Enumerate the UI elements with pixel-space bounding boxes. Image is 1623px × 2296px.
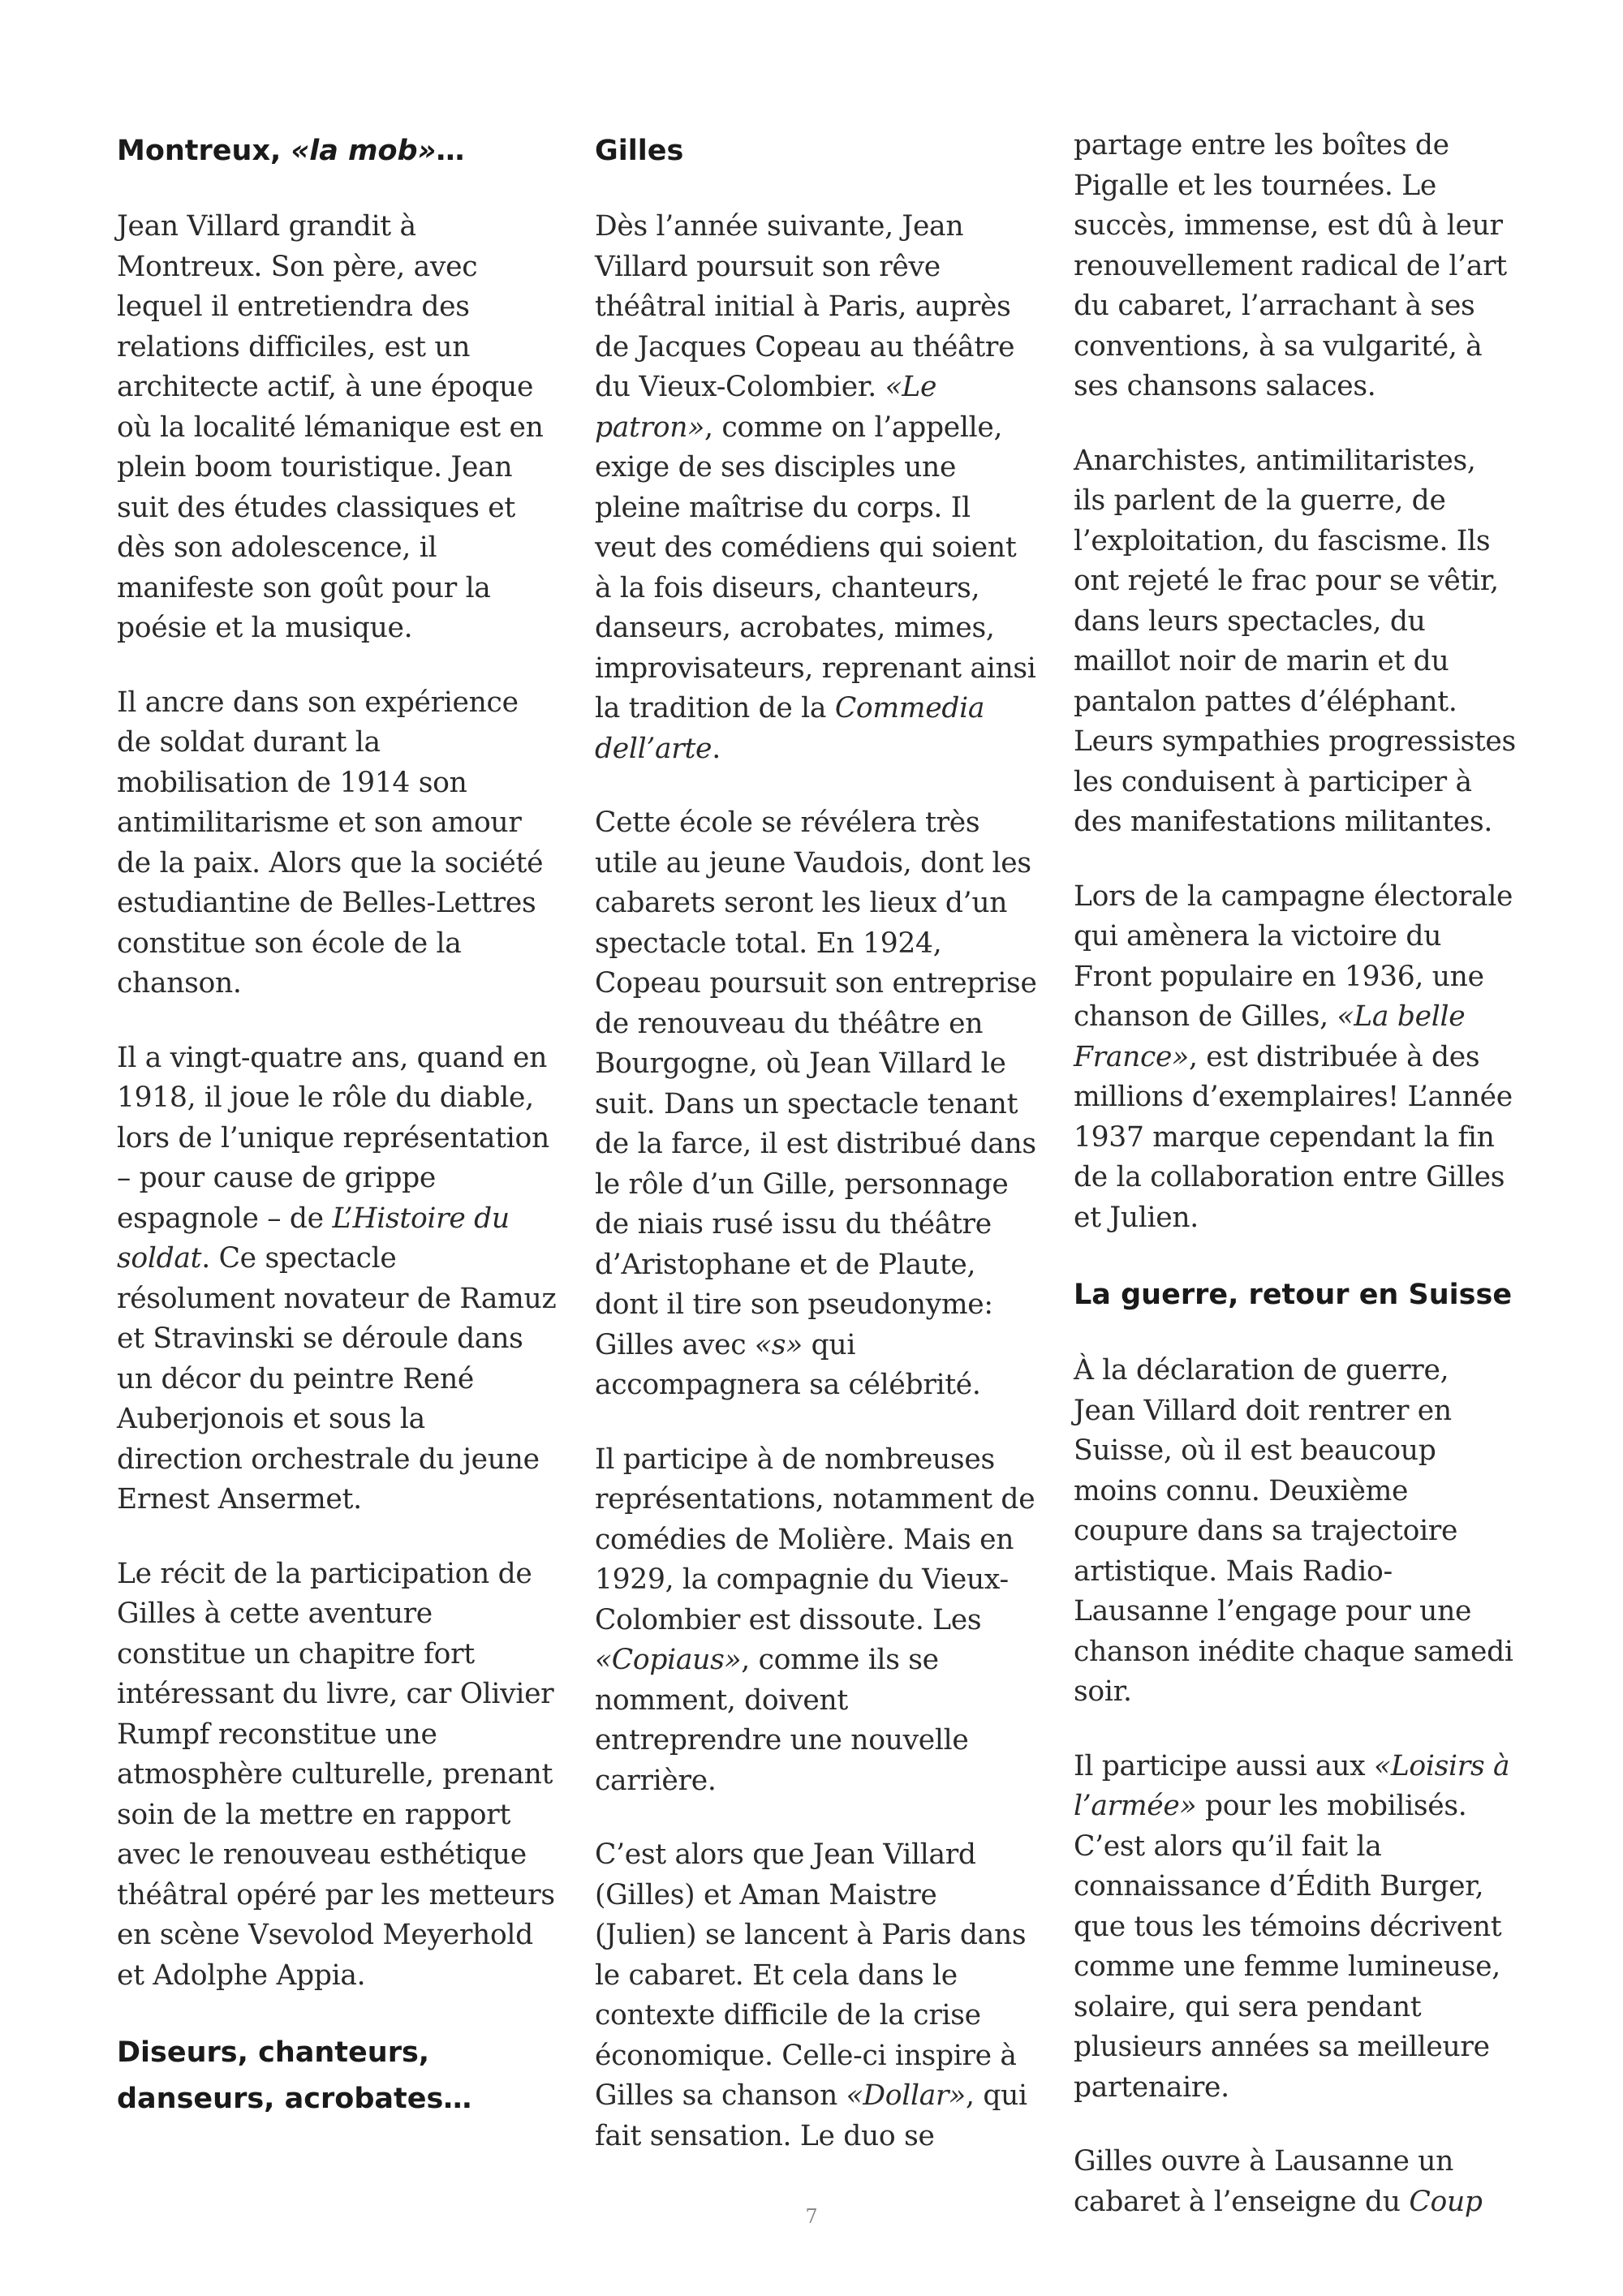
page-number: 7 <box>805 2205 818 2228</box>
italic-text: «Dollar» <box>846 2079 966 2112</box>
text-run: Il ancre dans son expérience de soldat durant la mobilisation de 1914 son antimilitarisme et son amour de la paix. Alors que la société estudiantine de Belles-Lettres constitue son école de la chanson. <box>117 686 544 1000</box>
text-run: , comme ils se nomment, doivent entreprendre une nouvelle carrière. <box>595 1644 969 1797</box>
section-heading <box>1074 1272 1516 1318</box>
text-run: … <box>436 135 465 167</box>
text-run: La guerre, retour en Suisse <box>1074 1279 1513 1311</box>
text-run: , qui fait sensation. Le duo se <box>595 2079 1027 2152</box>
text-run: C’est alors que Jean Villard (Gilles) et Aman Maistre (Julien) se lancent à Paris dans le cabaret. Et cela dans le contexte difficile de la crise économique. Celle-ci inspire à Gilles sa chanson <box>595 1838 1027 2112</box>
paragraph <box>1074 126 1516 407</box>
text-run: Lors de la campagne électorale qui amènera la victoire du Front populaire en 1936, une chanson de Gilles, <box>1074 879 1513 1033</box>
italic-text: «La belle France» <box>1074 1000 1466 1073</box>
text-run: Il participe à de nombreuses représentations, notamment de comédies de Molière. Mais en 1929, la compagnie du Vieux-Colombier est dissoute. Les <box>595 1443 1035 1636</box>
text-run: Cette école se révélera très utile au jeune Vaudois, dont les cabarets seront les lieux d’un spectacle total. En 1924, Copeau poursuit son entreprise de renouveau du théâtre en Bourgogne, où Jean Villard le suit. Dans un spectacle tenant de la farce, il est distribué dans le rôle d’un Gille, personnage de niais rusé issu du théâtre d’Aristophane et de Plaute, dont il tire son pseudonyme: Gilles avec <box>595 806 1037 1361</box>
text-run: Il participe aussi aux <box>1074 1749 1375 1782</box>
paragraph <box>1074 441 1516 843</box>
text-run: Jean Villard grandit à Montreux. Son père, avec lequel il entretiendra des relations difficiles, est un architecte actif, à une époque où la localité lémanique est en plein boom touristique. Jean suit des études classiques et dès son adolescence, il manifeste son goût pour la poésie et la musique. <box>117 210 544 644</box>
section-heading <box>117 2030 559 2122</box>
text-run: Gilles <box>595 135 684 167</box>
italic-text: L’Histoire du soldat <box>117 1202 510 1275</box>
italic-text: «Loisirs à l’armée» <box>1074 1749 1510 1822</box>
italic-text: «Le patron» <box>595 371 937 444</box>
text-run: , comme on l’appelle, exige de ses disciples une pleine maîtrise du corps. Il veut des comédiens qui soient à la fois diseurs, chanteurs, danseurs, acrobates, mimes, improvisateurs, reprenant ainsi la tradition de la <box>595 411 1036 724</box>
text-run: Il a vingt-quatre ans, quand en 1918, il joue le rôle du diable, lors de l’unique représentation – pour cause de grippe espagnole – de <box>117 1041 549 1235</box>
text-run: Dès l’année suivante, Jean Villard poursuit son rêve théâtral initial à Paris, auprès de Jacques Copeau au théâtre du Vieux-Colombier. <box>595 210 1015 403</box>
italic-text: «Copiaus» <box>595 1644 742 1676</box>
text-run: partage entre les boîtes de Pigalle et les tournées. Le succès, immense, est dû à leur renouvellement radical de l’art du cabaret, l’arrachant à ses conventions, à sa vulgarité, à ses chansons salaces. <box>1074 129 1507 402</box>
text-run: , est distribuée à des millions d’exemplaires! L’année 1937 marque cependant la fin de la collaboration entre Gilles et Julien. <box>1074 1040 1513 1234</box>
paragraph <box>595 1835 1037 2156</box>
text-run: . <box>712 732 721 765</box>
paragraph <box>117 207 559 649</box>
text-run: Gilles ouvre à Lausanne un cabaret à l’enseigne du <box>1074 2145 1454 2218</box>
text-run: Diseurs, chanteurs, danseurs, acrobates… <box>117 2036 472 2115</box>
column-1 <box>117 122 559 2155</box>
italic-text: Coup <box>1409 2185 1483 2218</box>
text-run: . Ce spectacle résolument novateur de Ramuz et Stravinski se déroule dans un décor du peintre René Auberjonois et sous la direction orchestrale du jeune Ernest Ansermet. <box>117 1242 557 1516</box>
column-3 <box>1074 126 1516 2256</box>
paragraph <box>595 207 1037 769</box>
text-run: À la déclaration de guerre, Jean Villard doit rentrer en Suisse, où il est beaucoup moins connu. Deuxième coupure dans sa trajectoire artistique. Mais Radio-Lausanne l’engage pour une chanson inédite chaque samedi soir. <box>1074 1354 1513 1708</box>
paragraph <box>117 1038 559 1520</box>
column-2 <box>595 122 1037 2191</box>
paragraph <box>1074 1747 1516 2109</box>
text-run: qui accompagnera sa célébrité. <box>595 1328 981 1401</box>
paragraph <box>595 803 1037 1406</box>
paragraph <box>117 1554 559 1997</box>
text-run: Montreux, <box>117 135 291 167</box>
paragraph <box>1074 877 1516 1239</box>
italic-text: «s» <box>754 1328 803 1361</box>
italic-text: Commedia dell’arte <box>595 692 985 765</box>
paragraph <box>1074 1351 1516 1713</box>
text-run: pour les mobilisés. C’est alors qu’il fait la connaissance d’Édith Burger, que tous les témoins décrivent comme une femme lumineuse, solaire, qui sera pendant plusieurs années sa meilleure partenaire. <box>1074 1790 1502 2104</box>
italic-text: «la mob» <box>291 135 437 167</box>
text-run: Le récit de la participation de Gilles à cette aventure constitue un chapitre fort intéressant du livre, car Olivier Rumpf reconstitue une atmosphère culturelle, prenant soin de la mettre en rapport avec le renouveau esthétique théâtral opéré par les metteurs en scène Vsevolod Meyerhold et Adolphe Appia. <box>117 1557 555 1992</box>
paragraph <box>595 1440 1037 1802</box>
text-run: Anarchistes, antimilitaristes, ils parlent de la guerre, de l’exploitation, du fascisme. Ils ont rejeté le frac pour se vêtir, dans leurs spectacles, du maillot noir de marin et du pantalon pattes d’éléphant. Leurs sympathies progressistes les conduisent à participer à des manifestations militantes. <box>1074 444 1516 838</box>
paragraph <box>117 683 559 1004</box>
section-heading <box>117 128 559 174</box>
section-heading <box>595 128 1037 174</box>
